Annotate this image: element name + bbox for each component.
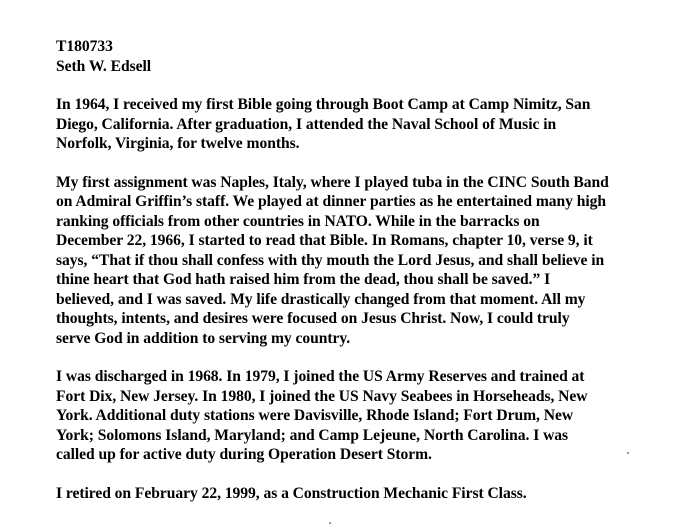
- paragraph-line: York. Additional duty stations were Davisville, Rhode Island; Fort Drum, New: [56, 407, 574, 424]
- paragraph-line: Diego, California. After graduation, I attended the Naval School of Music in: [56, 115, 557, 133]
- paragraph-naples: [56, 173, 676, 349]
- paragraph-line: serve God in addition to serving my country.: [56, 329, 351, 347]
- document-body: [56, 37, 676, 503]
- paragraph-retirement: [56, 484, 676, 504]
- document-id: T180733: [56, 38, 113, 55]
- scan-speck: [329, 522, 331, 524]
- paragraph-line: I retired on February 22, 1999, as a Construction Mechanic First Class.: [56, 484, 527, 502]
- paragraph-line: December 22, 1966, I started to read that Bible. In Romans, chapter 10, verse 9, it: [56, 232, 593, 249]
- paragraph-line: believed, and I was saved. My life drastically changed from that moment. All my: [56, 290, 586, 308]
- scan-speck: [627, 452, 629, 454]
- paragraph-line: My first assignment was Naples, Italy, where I played tuba in the CINC South Band: [56, 173, 609, 191]
- paragraph-line: thine heart that God hath raised him from the dead, thou shall be saved.” I: [56, 271, 551, 288]
- author-name: Seth W. Edsell: [56, 57, 152, 75]
- paragraph-line: Norfolk, Virginia, for twelve months.: [56, 135, 300, 152]
- paragraph-line: In 1964, I received my first Bible going through Boot Camp at Camp Nimitz, San: [56, 96, 591, 113]
- paragraph-line: Fort Dix, New Jersey. In 1980, I joined the US Navy Seabees in Horseheads, New: [56, 387, 588, 405]
- paragraph-line: ranking officials from other countries in NATO. While in the barracks on: [56, 212, 540, 230]
- paragraph-line: thoughts, intents, and desires were focused on Jesus Christ. Now, I could truly: [56, 310, 570, 327]
- paragraph-line: says, “That if thou shall confess with thy mouth the Lord Jesus, and shall believe in: [56, 251, 605, 269]
- paragraph-line: York; Solomons Island, Maryland; and Camp Lejeune, North Carolina. I was: [56, 426, 569, 444]
- paragraph-service: [56, 367, 676, 465]
- paragraph-line: on Admiral Griffin’s staff. We played at dinner parties as he entertained many high: [56, 193, 607, 210]
- paragraph-line: called up for active duty during Operation Desert Storm.: [56, 446, 432, 463]
- paragraph-line: I was discharged in 1968. In 1979, I joined the US Army Reserves and trained at: [56, 368, 585, 385]
- paragraph-boot-camp: [56, 95, 676, 154]
